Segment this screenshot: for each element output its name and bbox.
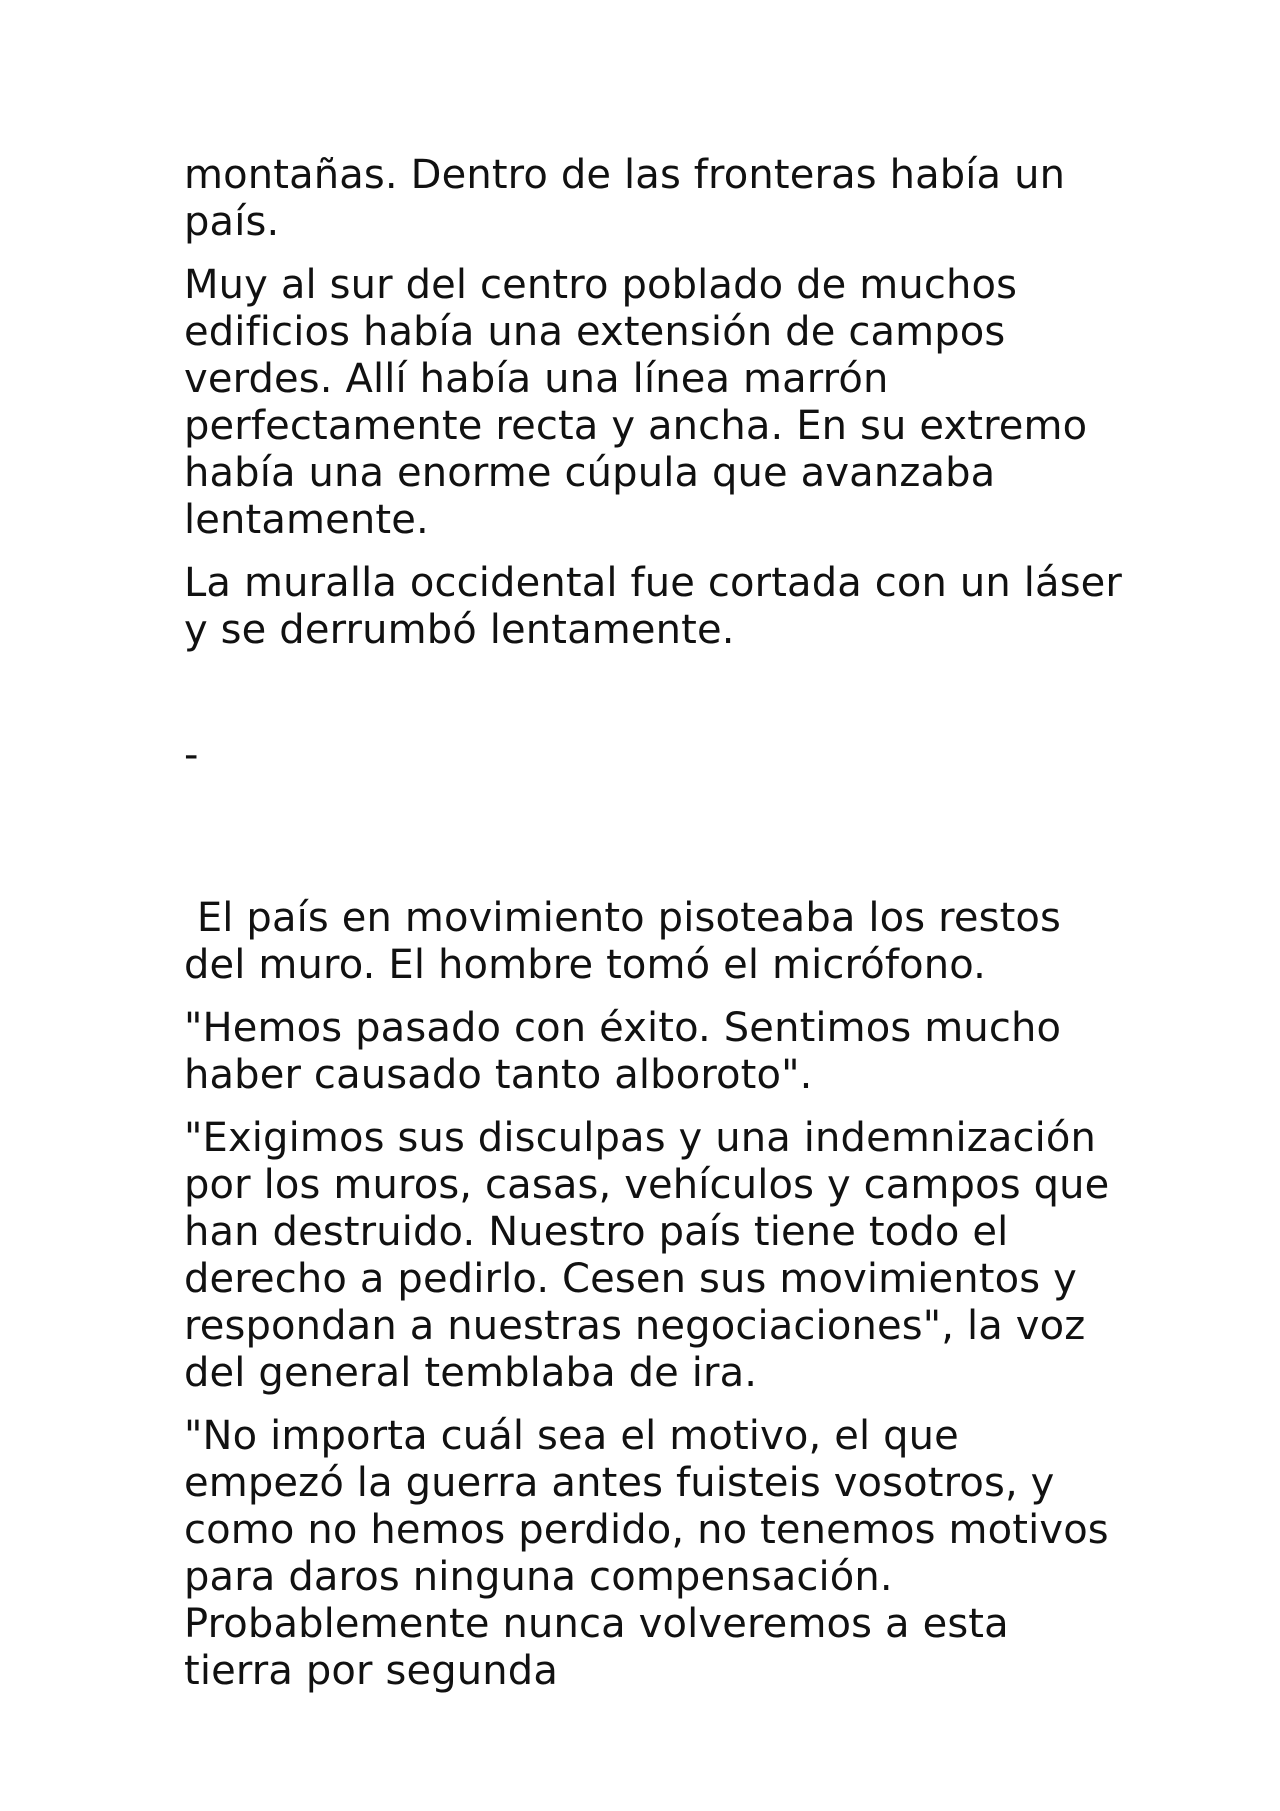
text-column — [184, 152, 1124, 1711]
paragraph: montañas. Dentro de las fronteras había un país. — [184, 152, 1066, 245]
paragraph: "Exigimos sus disculpas y una indemnización por los muros, casas, vehículos y campos que han destruido. Nuestro país tiene todo el derecho a pedirlo. Cesen sus movimientos y respondan a nuestras negociaciones", la voz del general temblaba de ira. — [184, 1115, 1110, 1396]
section-spacer — [184, 779, 1124, 895]
paragraph: "Hemos pasado con éxito. Sentimos mucho haber causado tanto alboroto". — [184, 1005, 1062, 1098]
section-spacer — [184, 670, 1124, 732]
paragraph: El país en movimiento pisoteaba los restos del muro. El hombre tomó el micrófono. — [184, 895, 1074, 988]
paragraph: La muralla occidental fue cortada con un láser y se derrumbó lentamente. — [184, 560, 1123, 653]
section-separator: - — [184, 732, 199, 778]
paragraph: Muy al sur del centro poblado de muchos edificios había una extensión de campos verdes. Allí había una línea marrón perfectamente recta y ancha. En su extremo había una enorme cúpula que avanzaba lentamente. — [184, 262, 1088, 543]
paragraph: "No importa cuál sea el motivo, el que empezó la guerra antes fuisteis vosotros, y como no hemos perdido, no tenemos motivos para daros ninguna compensación. Probablemente nunca volveremos a esta tierra por segunda — [184, 1413, 1109, 1694]
